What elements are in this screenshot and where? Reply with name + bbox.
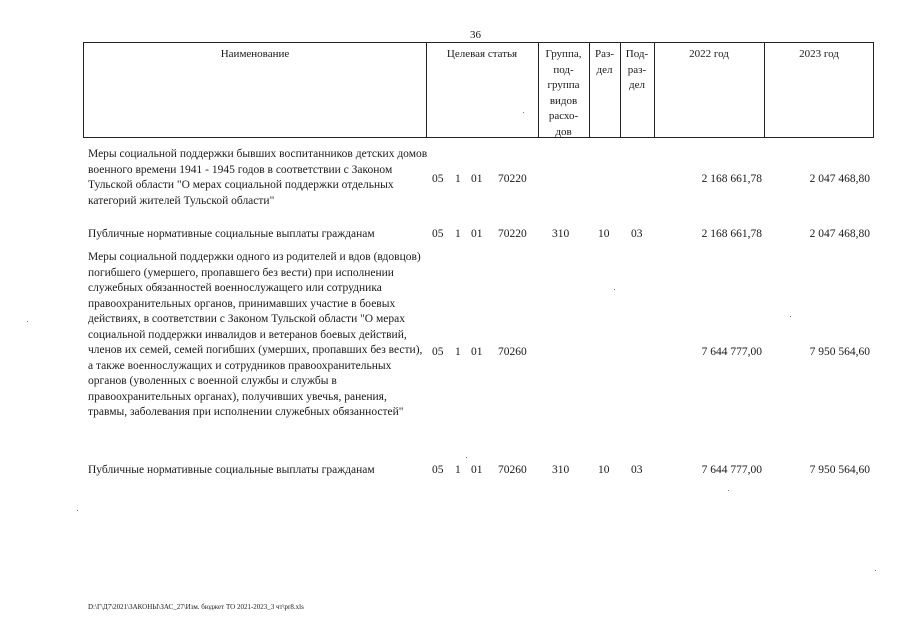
target-code-part-3: 01: [471, 346, 483, 358]
header-year-2022: 2022 год: [689, 48, 729, 60]
amount-2023: 7 950 564,60: [809, 464, 870, 476]
scan-speck: [27, 321, 28, 322]
target-code-part-1: 05: [432, 346, 444, 358]
target-code-part-4: 70260: [498, 346, 527, 358]
row-name: Меры социальной поддержки одного из родителей и вдов (вдовцов) погибшего (умершего, пропавшего без вести) при исполнении служебных обязанностей военнослужащего или сотрудника правоохранительных органов, принимавших участие в боевых действиях, в соответствии с Законом Тульской области "О мерах социальной поддержки инвалидов и ветеранов боевых действий, членов их семей, семей погибших (умерших, пропавших без вести), а также военнослужащих и сотрудников правоохранительных органов (уволенных с военной службы и службы в правоохранительных органах), получивших увечья, ранения, травмы, заболевания при исполнении служебных обязанностей": [88, 251, 423, 418]
target-code-part-2: 1: [455, 228, 461, 240]
section: 10: [598, 228, 610, 240]
subsection: 03: [631, 228, 643, 240]
amount-2022: 2 168 661,78: [701, 173, 762, 185]
scan-speck: [77, 510, 78, 511]
amount-2023: 2 047 468,80: [809, 228, 870, 240]
scan-speck: [728, 490, 729, 491]
amount-2023: 7 950 564,60: [809, 346, 870, 358]
subsection: 03: [631, 464, 643, 476]
row-name: Публичные нормативные социальные выплаты гражданам: [88, 464, 375, 476]
table-header: [83, 42, 874, 138]
target-code-part-4: 70260: [498, 464, 527, 476]
header-name: Наименование: [220, 48, 290, 60]
target-code-part-3: 01: [471, 464, 483, 476]
target-code-part-4: 70220: [498, 228, 527, 240]
file-path-footer: D:\Г\Д7\2021\ЗАКОНЫ\ЗАС_27\Изм. бюджет ТО 2021-2023_3 чт\pr8.xls: [88, 603, 304, 611]
section: 10: [598, 464, 610, 476]
header-section: Раз- дел: [594, 48, 614, 76]
header-year-2023: 2023 год: [799, 48, 839, 60]
scan-speck: [614, 289, 615, 290]
row-name: Публичные нормативные социальные выплаты гражданам: [88, 228, 375, 240]
scan-speck: [466, 457, 467, 458]
amount-2022: 7 644 777,00: [701, 346, 762, 358]
expense-group: 310: [552, 228, 570, 240]
page-number: 36: [470, 29, 481, 41]
amount-2022: 7 644 777,00: [701, 464, 762, 476]
header-subsection: Под- раз- дел: [625, 48, 649, 92]
row-name: Меры социальной поддержки бывших воспитанников детских домов военного времени 1941 - 1945 годов в соответствии с Законом Тульской области "О мерах социальной поддержки отдельных категорий жителей Тульской области": [88, 148, 428, 207]
target-code-part-2: 1: [455, 464, 461, 476]
target-code-part-3: 01: [471, 228, 483, 240]
amount-2023: 2 047 468,80: [809, 173, 870, 185]
target-code-part-3: 01: [471, 173, 483, 185]
expense-group: 310: [552, 464, 570, 476]
target-code-part-1: 05: [432, 228, 444, 240]
target-code-part-1: 05: [432, 173, 444, 185]
scan-speck: [790, 316, 791, 317]
header-group: Группа, под- группа видов расхо- дов: [545, 48, 582, 138]
target-code-part-4: 70220: [498, 173, 527, 185]
scan-speck: [523, 112, 524, 113]
header-target-article: Целевая статья: [446, 48, 518, 60]
scan-speck: [875, 570, 876, 571]
amount-2022: 2 168 661,78: [701, 228, 762, 240]
target-code-part-1: 05: [432, 464, 444, 476]
target-code-part-2: 1: [455, 173, 461, 185]
target-code-part-2: 1: [455, 346, 461, 358]
